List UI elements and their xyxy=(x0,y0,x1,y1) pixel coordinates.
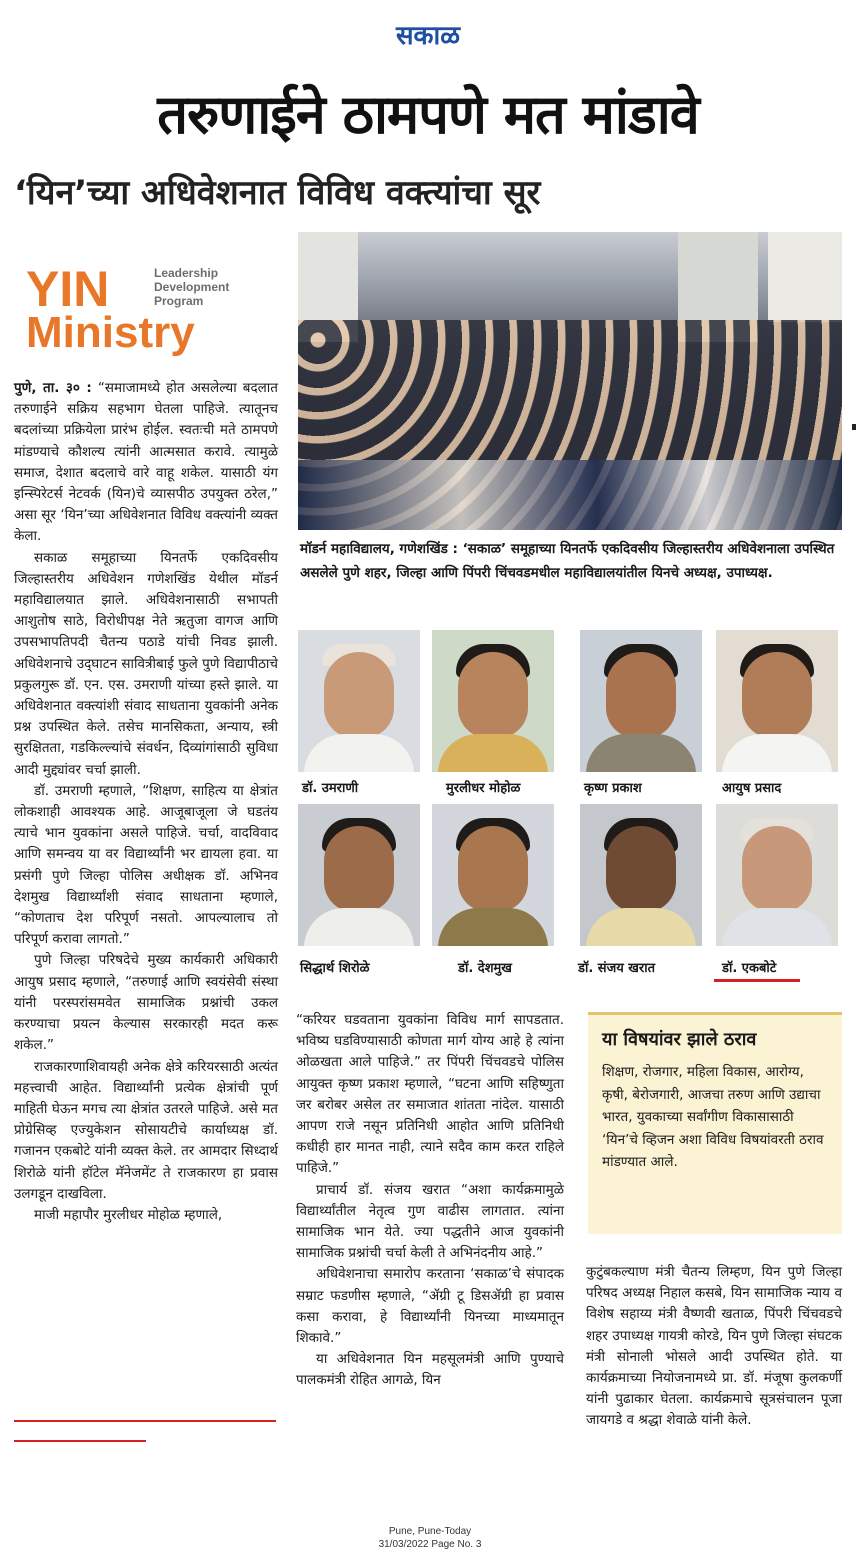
margin-mark xyxy=(852,424,856,430)
article-column-2 xyxy=(296,1010,564,1392)
headline: तरुणाईने ठामपणे मत मांडावे xyxy=(157,83,699,146)
portrait-photo-shirole xyxy=(298,804,420,946)
article-paragraph: अधिवेशनाचा समारोप करताना ‘सकाळ’चे संपादक सम्राट फडणीस म्हणाले, “ॲग्री टू डिसॲग्री हा प्रवास कसा करावा, हे विद्यार्थ्यांनी यिनच्या माध्यमातून शिकावे.” xyxy=(296,1266,564,1347)
footer-date-page: 31/03/2022 Page No. 3 xyxy=(378,1539,482,1550)
photo-caption: मॉडर्न महाविद्यालय, गणेशखिंड : ‘सकाळ’ समूहाच्या यिनतर्फे एकदिवसीय जिल्हास्तरीय अधिवेशनाला उपस्थित असलेले पुणे शहर, जिल्हा आणि पिंपरी चिंचवडमधील महाविद्यालयांतील यिनचे अध्यक्ष, उपाध्यक्ष. xyxy=(300,541,835,581)
article-column-1 xyxy=(14,378,278,1226)
article-column-3 xyxy=(586,1262,842,1432)
portrait-name: डॉ. उमराणी xyxy=(302,781,359,796)
article-paragraph: प्राचार्य डॉ. संजय खरात “अशा कार्यक्रमामुळे विद्यार्थ्यांतील नेतृत्व गुण वाढीस लागतात. त्यांना सामाजिक भान येते. ज्या पद्धतीने आज युवकांनी सामाजिक प्रश्नांची चर्चा केली ते अभिनंदनीय आहे.” xyxy=(296,1181,564,1262)
resolutions-title: या विषयांवर झाले ठराव xyxy=(602,1029,757,1050)
footer-edition: Pune, Pune-Today xyxy=(388,1526,472,1537)
resolutions-body: शिक्षण, रोजगार, महिला विकास, आरोग्य, कृषी, बेरोजगारी, आजचा तरुण आणि उद्याचा भारत, युवकाच्या सर्वांगीण विकासासाठी ‘यिन’चे व्हिजन अशा विविध विषयांवरती ठराव मांडण्यात आले. xyxy=(602,1064,824,1170)
portrait-photo-ekbote xyxy=(716,804,838,946)
resolutions-box xyxy=(588,1012,842,1234)
portrait-photo-krishna-prakash xyxy=(580,630,702,772)
article-paragraph: “करियर घडवताना युवकांना विविध मार्ग सापडतात. भविष्य घडविण्यासाठी कोणता मार्ग योग्य आहे हे त्यांना ओळखता आले पाहिजे.” तर पिंपरी चिंचवडचे पोलिस आयुक्त कृष्ण प्रकाश म्हणाले, “घटना आणि सहिष्णुता जर बरोबर असेल तर समाजात शांतता नांदेल. यासाठी आपण राजे नसून प्रतिनिधी आहोत आणि प्रतिनिधी कधीही हार मानत नाही, त्याने सदैव काम करत राहिले पाहिजे.” xyxy=(296,1012,564,1177)
portrait-name: डॉ. देशमुख xyxy=(458,961,512,976)
portrait-name: कृष्ण प्रकाश xyxy=(584,781,642,796)
portrait-name: सिद्धार्थ शिरोळे xyxy=(300,961,370,976)
article-paragraph: या अधिवेशनात यिन महसूलमंत्री आणि पुण्याचे पालकमंत्री रोहित आगळे, यिन xyxy=(296,1351,564,1389)
article-paragraph: पुणे, ता. ३० : “समाजामध्ये होत असलेल्या बदलात तरुणाईने सक्रिय सहभाग घेतला पाहिजे. त्यातूनच बदलांच्या प्रक्रियेला प्रारंभ होईल. स्वतःची मते ठामपणे मांडण्याचे कौशल्य त्यांनी आत्मसात करावे. त्यामुळे समाज, देशात बदलाचे वारे वाहू शकेल. यासाठी यंग इन्स्पिरेटर्स नेटवर्क (यिन)चे व्यासपीठ उपयुक्त ठरेल,” असा सूर ‘यिन’च्या अधिवेशनात विविध वक्त्यांनी व्यक्त केला. xyxy=(14,380,278,545)
portrait-name: डॉ. संजय खरात xyxy=(578,961,656,976)
article-paragraph: डॉ. उमराणी म्हणाले, “शिक्षण, साहित्य या क्षेत्रांत लोकशाही आवश्यक आहे. आजूबाजूला जे घडतंय त्याचे भान युवकांना असले पाहिजे. चर्चा, वादविवाद आणि समन्वय या वर विद्यार्थ्यांनी भर द्यायला हवा. या प्रसंगी पुणे जिल्हा पोलिस अधीक्षक डॉ. अभिनव देशमुख विद्यार्थ्यांशी संवाद साधताना म्हणाले, “कोणताच देश परिपूर्ण नसतो. आपल्यालाच तो परिपूर्ण करावा लागतो.” xyxy=(14,782,278,948)
subheadline: ‘यिन’च्या अधिवेशनात विविध वक्त्यांचा सूर xyxy=(14,173,541,213)
portrait-photo-kharat xyxy=(580,804,702,946)
logo-yin: YIN xyxy=(26,261,110,317)
portrait-photo-umrani xyxy=(298,630,420,772)
highlight-underline xyxy=(714,979,800,982)
article-paragraph: सकाळ समूहाच्या यिनतर्फे एकदिवसीय जिल्हास्तरीय अधिवेशन गणेशखिंड येथील मॉडर्न महाविद्यालयात झाले. अधिवेशनासाठी सभापती आशुतोष साठे, विरोधीपक्ष नेते ऋतुजा वागज आणि उपसभापतिपदी चैतन्य पठाडे यांची निवड झाली. अधिवेशनाचे उद्‌घाटन सावित्रीबाई फुले पुणे विद्यापीठाचे प्रकुलगुरू डॉ. एन. एस. उमराणी यांच्या हस्ते झाले. या अधिवेशनात वक्त्यांशी संवाद साधताना युवकांनी अनेक प्रश्न उपस्थित केले. तसेच मानसिकता, अन्याय, स्त्री सुरक्षितता, गडकिल्ल्यांचे संवर्धन, दिव्यांगांसाठी सुविधा आदी मुद्द्यांवर चर्चा झाली. xyxy=(14,549,278,778)
logo-ministry: Ministry xyxy=(26,308,195,357)
portrait-name: डॉ. एकबोटे xyxy=(722,961,777,976)
page-footer xyxy=(330,1525,530,1551)
masthead-logo: सकाळ xyxy=(395,21,461,51)
article-paragraph: माजी महापौर मुरलीधर मोहोळ म्हणाले, xyxy=(34,1206,223,1223)
article-paragraph: पुणे जिल्हा परिषदेचे मुख्य कार्यकारी अधिकारी आयुष प्रसाद म्हणाले, “तरुणाई आणि स्वयंसेवी संस्था यांनी परस्परांसमवेत सामाजिक प्रश्नांची उकल करण्याचा प्रयत्न केल्यास सरकारही मदत करू शकेल.” xyxy=(14,952,278,1054)
highlight-underline xyxy=(14,1440,146,1442)
portrait-name: आयुष प्रसाद xyxy=(722,781,782,796)
dateline: पुणे, ता. ३० : xyxy=(14,380,92,396)
highlight-underline xyxy=(14,1420,276,1422)
portrait-photo-ayush-prasad xyxy=(716,630,838,772)
yin-ministry-logo xyxy=(20,260,290,360)
article-paragraph: कुटुंबकल्याण मंत्री चैतन्य लिम्हण, यिन पुणे जिल्हा परिषद अध्यक्ष निहाल कसबे, यिन सामाजिक न्याय व विशेष सहाय्य मंत्री वैष्णवी खताळ, पिंपरी चिंचवडचे शहर उपाध्यक्ष गायत्री कोरडे, यिन पुणे जिल्हा संघटक मंत्री सोनाली भोसले आदी उपस्थित होते. या कार्यक्रमाच्या नियोजनामध्ये प्रा. डॉ. मंजूषा कुलकर्णी यांनी पुढाकार घेतला. कार्यक्रमाचे सूत्रसंचालन पूजा जायगडे व श्रद्धा शेवाळे यांनी केले. xyxy=(586,1264,842,1429)
group-photo xyxy=(298,232,842,530)
article-paragraph: राजकारणाशिवायही अनेक क्षेत्रे करियरसाठी अत्यंत महत्त्वाची आहेत. विद्यार्थ्यांनी प्रत्येक क्षेत्रांची पूर्ण माहिती घेऊन मगच त्या क्षेत्रांत उतरले पाहिजे. असे मत प्रोग्रेसिव्ह एज्युकेशन सोसायटीचे कार्याध्यक्ष डॉ. गजानन एकबोटे यांनी व्यक्त केले. तर आमदार सिध्दार्थ शिरोळे यांनी हॉटेल मॅनेजमेंट ते राजकारण हा प्रवास उलगडून दाखविला. xyxy=(14,1058,278,1202)
portrait-name: मुरलीधर मोहोळ xyxy=(446,781,521,796)
logo-tagline: Leadership Development Program xyxy=(154,266,230,308)
portrait-photo-mohol xyxy=(432,630,554,772)
portrait-photo-deshmukh xyxy=(432,804,554,946)
